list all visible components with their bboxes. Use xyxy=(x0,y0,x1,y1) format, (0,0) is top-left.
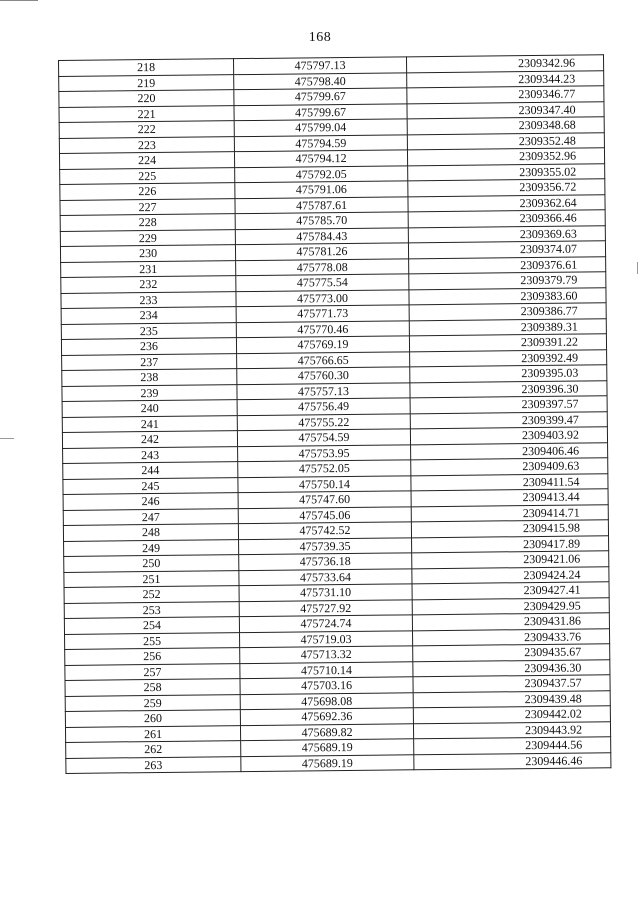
y-coordinate-cell: 2309342.96 xyxy=(406,55,603,73)
x-coordinate-cell: 475689.19 xyxy=(241,754,414,771)
point-id-cell: 243 xyxy=(63,446,238,463)
y-coordinate-cell: 2309437.57 xyxy=(413,675,610,693)
point-id-cell: 250 xyxy=(64,555,239,572)
y-coordinate-cell: 2309376.61 xyxy=(409,256,606,274)
point-id-cell: 227 xyxy=(60,198,235,215)
point-id-cell: 240 xyxy=(62,400,237,417)
point-id-cell: 222 xyxy=(59,121,234,138)
y-coordinate-cell: 2309409.63 xyxy=(411,458,608,476)
y-coordinate-cell: 2309424.24 xyxy=(412,566,609,584)
y-coordinate-cell: 2309352.96 xyxy=(407,148,604,166)
x-coordinate-cell: 475766.65 xyxy=(237,351,410,368)
x-coordinate-cell: 475791.06 xyxy=(235,181,408,198)
y-coordinate-cell: 2309346.77 xyxy=(407,86,604,104)
point-id-cell: 233 xyxy=(61,291,236,308)
x-coordinate-cell: 475799.04 xyxy=(234,119,407,136)
x-coordinate-cell: 475797.13 xyxy=(233,57,406,74)
y-coordinate-cell: 2309356.72 xyxy=(408,179,605,197)
point-id-cell: 232 xyxy=(61,276,236,293)
point-id-cell: 257 xyxy=(65,663,240,680)
y-coordinate-cell: 2309417.89 xyxy=(412,535,609,553)
point-id-cell: 229 xyxy=(60,229,235,246)
x-coordinate-cell: 475736.18 xyxy=(239,553,412,570)
x-coordinate-cell: 475784.43 xyxy=(235,227,408,244)
x-coordinate-cell: 475798.40 xyxy=(234,72,407,89)
x-coordinate-cell: 475771.73 xyxy=(236,305,409,322)
x-coordinate-cell: 475794.59 xyxy=(234,134,407,151)
y-coordinate-cell: 2309379.79 xyxy=(409,272,606,290)
page-number: 168 xyxy=(308,30,332,45)
x-coordinate-cell: 475773.00 xyxy=(236,289,409,306)
x-coordinate-cell: 475760.30 xyxy=(237,367,410,384)
point-id-cell: 260 xyxy=(65,710,240,727)
point-id-cell: 226 xyxy=(60,183,235,200)
point-id-cell: 218 xyxy=(59,59,234,76)
x-coordinate-cell: 475756.49 xyxy=(237,398,410,415)
point-id-cell: 231 xyxy=(61,260,236,277)
point-id-cell: 235 xyxy=(61,322,236,339)
point-id-cell: 263 xyxy=(66,756,241,773)
x-coordinate-cell: 475710.14 xyxy=(240,661,413,678)
x-coordinate-cell: 475792.05 xyxy=(235,165,408,182)
x-coordinate-cell: 475799.67 xyxy=(234,88,407,105)
x-coordinate-cell: 475689.82 xyxy=(240,723,413,740)
point-id-cell: 254 xyxy=(64,617,239,634)
y-coordinate-cell: 2309366.46 xyxy=(408,210,605,228)
x-coordinate-cell: 475719.03 xyxy=(240,630,413,647)
x-coordinate-cell: 475703.16 xyxy=(240,677,413,694)
point-id-cell: 247 xyxy=(63,508,238,525)
y-coordinate-cell: 2309427.41 xyxy=(412,582,609,600)
point-id-cell: 245 xyxy=(63,477,238,494)
scan-edge-mark xyxy=(0,438,14,439)
y-coordinate-cell: 2309429.95 xyxy=(412,597,609,615)
point-id-cell: 248 xyxy=(63,524,238,541)
x-coordinate-cell: 475733.64 xyxy=(239,568,412,585)
x-coordinate-cell: 475769.19 xyxy=(236,336,409,353)
y-coordinate-cell: 2309395.03 xyxy=(410,365,607,383)
y-coordinate-cell: 2309435.67 xyxy=(413,644,610,662)
point-id-cell: 253 xyxy=(64,601,239,618)
x-coordinate-cell: 475785.70 xyxy=(235,212,408,229)
y-coordinate-cell: 2309414.71 xyxy=(411,504,608,522)
point-id-cell: 228 xyxy=(60,214,235,231)
point-id-cell: 238 xyxy=(62,369,237,386)
y-coordinate-cell: 2309383.60 xyxy=(409,287,606,305)
y-coordinate-cell: 2309411.54 xyxy=(411,473,608,491)
y-coordinate-cell: 2309344.23 xyxy=(407,70,604,88)
y-coordinate-cell: 2309352.48 xyxy=(407,132,604,150)
y-coordinate-cell: 2309389.31 xyxy=(409,318,606,336)
y-coordinate-cell: 2309391.22 xyxy=(409,334,606,352)
point-id-cell: 236 xyxy=(61,338,236,355)
x-coordinate-cell: 475799.67 xyxy=(234,103,407,120)
y-coordinate-cell: 2309347.40 xyxy=(407,101,604,119)
point-id-cell: 223 xyxy=(59,136,234,153)
y-coordinate-cell: 2309392.49 xyxy=(410,349,607,367)
point-id-cell: 219 xyxy=(59,74,234,91)
point-id-cell: 255 xyxy=(65,632,240,649)
y-coordinate-cell: 2309355.02 xyxy=(408,163,605,181)
point-id-cell: 234 xyxy=(61,307,236,324)
x-coordinate-cell: 475692.36 xyxy=(240,708,413,725)
point-id-cell: 225 xyxy=(60,167,235,184)
y-coordinate-cell: 2309406.46 xyxy=(411,442,608,460)
y-coordinate-cell: 2309446.46 xyxy=(414,752,611,770)
y-coordinate-cell: 2309443.92 xyxy=(413,721,610,739)
point-id-cell: 262 xyxy=(66,741,241,758)
point-id-cell: 258 xyxy=(65,679,240,696)
scan-edge-mark xyxy=(637,262,638,274)
y-coordinate-cell: 2309396.30 xyxy=(410,380,607,398)
point-id-cell: 241 xyxy=(62,415,237,432)
y-coordinate-cell: 2309348.68 xyxy=(407,117,604,135)
x-coordinate-cell: 475757.13 xyxy=(237,382,410,399)
y-coordinate-cell: 2309403.92 xyxy=(410,427,607,445)
x-coordinate-cell: 475689.19 xyxy=(241,739,414,756)
coordinate-table-body xyxy=(59,55,611,774)
point-id-cell: 256 xyxy=(65,648,240,665)
x-coordinate-cell: 475770.46 xyxy=(236,320,409,337)
point-id-cell: 230 xyxy=(60,245,235,262)
point-id-cell: 246 xyxy=(63,493,238,510)
point-id-cell: 252 xyxy=(64,586,239,603)
y-coordinate-cell: 2309444.56 xyxy=(414,737,611,755)
point-id-cell: 237 xyxy=(62,353,237,370)
y-coordinate-cell: 2309386.77 xyxy=(409,303,606,321)
x-coordinate-cell: 475781.26 xyxy=(235,243,408,260)
point-id-cell: 242 xyxy=(62,431,237,448)
x-coordinate-cell: 475747.60 xyxy=(238,491,411,508)
scan-edge-mark xyxy=(0,0,38,1)
x-coordinate-cell: 475752.05 xyxy=(238,460,411,477)
x-coordinate-cell: 475713.32 xyxy=(240,646,413,663)
y-coordinate-cell: 2309415.98 xyxy=(411,520,608,538)
point-id-cell: 244 xyxy=(63,462,238,479)
y-coordinate-cell: 2309413.44 xyxy=(411,489,608,507)
point-id-cell: 220 xyxy=(59,90,234,107)
x-coordinate-cell: 475727.92 xyxy=(239,599,412,616)
x-coordinate-cell: 475750.14 xyxy=(238,475,411,492)
y-coordinate-cell: 2309431.86 xyxy=(412,613,609,631)
x-coordinate-cell: 475731.10 xyxy=(239,584,412,601)
y-coordinate-cell: 2309439.48 xyxy=(413,690,610,708)
x-coordinate-cell: 475742.52 xyxy=(238,522,411,539)
x-coordinate-cell: 475755.22 xyxy=(237,413,410,430)
y-coordinate-cell: 2309436.30 xyxy=(413,659,610,677)
y-coordinate-cell: 2309374.07 xyxy=(408,241,605,259)
x-coordinate-cell: 475794.12 xyxy=(234,150,407,167)
y-coordinate-cell: 2309362.64 xyxy=(408,194,605,212)
point-id-cell: 239 xyxy=(62,384,237,401)
x-coordinate-cell: 475754.59 xyxy=(237,429,410,446)
y-coordinate-cell: 2309369.63 xyxy=(408,225,605,243)
x-coordinate-cell: 475753.95 xyxy=(238,444,411,461)
point-id-cell: 261 xyxy=(65,725,240,742)
x-coordinate-cell: 475739.35 xyxy=(239,537,412,554)
y-coordinate-cell: 2309421.06 xyxy=(412,551,609,569)
point-id-cell: 221 xyxy=(59,105,234,122)
point-id-cell: 224 xyxy=(59,152,234,169)
x-coordinate-cell: 475775.54 xyxy=(236,274,409,291)
y-coordinate-cell: 2309399.47 xyxy=(410,411,607,429)
point-id-cell: 259 xyxy=(65,694,240,711)
x-coordinate-cell: 475787.61 xyxy=(235,196,408,213)
point-id-cell: 251 xyxy=(64,570,239,587)
x-coordinate-cell: 475724.74 xyxy=(239,615,412,632)
x-coordinate-cell: 475698.08 xyxy=(240,692,413,709)
y-coordinate-cell: 2309397.57 xyxy=(410,396,607,414)
x-coordinate-cell: 475778.08 xyxy=(236,258,409,275)
point-id-cell: 249 xyxy=(64,539,239,556)
x-coordinate-cell: 475745.06 xyxy=(238,506,411,523)
coordinate-table xyxy=(58,54,611,774)
y-coordinate-cell: 2309433.76 xyxy=(412,628,609,646)
y-coordinate-cell: 2309442.02 xyxy=(413,706,610,724)
